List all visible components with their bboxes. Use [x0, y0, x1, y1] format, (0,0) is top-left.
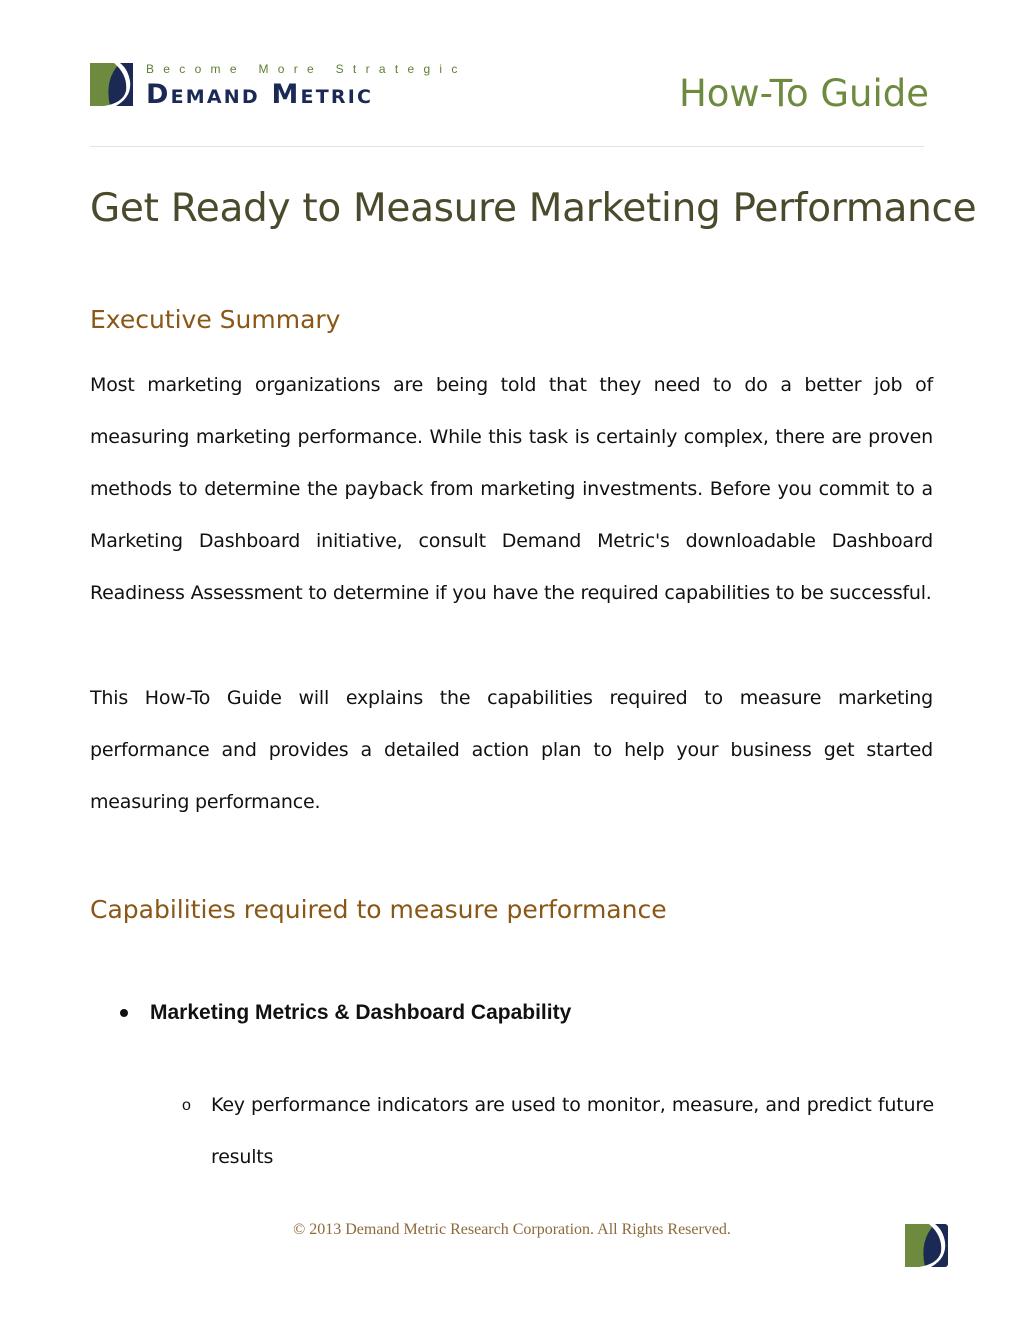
- summary-paragraph-2: This How-To Guide will explains the capabilities required to measure marketing performance and provides a detailed action plan to help your business get started measuring performance.: [90, 687, 933, 813]
- section-heading-executive-summary: Executive Summary: [90, 305, 341, 334]
- brand-logo: [90, 62, 490, 108]
- section-heading-capabilities: Capabilities required to measure performance: [90, 895, 667, 924]
- bullet-item: [120, 1001, 571, 1025]
- demand-metric-logo-icon: [90, 63, 133, 106]
- footer-copyright: © 2013 Demand Metric Research Corporation. All Rights Reserved.: [293, 1221, 731, 1238]
- footer-logo-icon: [905, 1224, 948, 1267]
- document-type-label: How-To Guide: [678, 72, 929, 115]
- bullet-marker: [120, 1009, 128, 1017]
- document-title: Get Ready to Measure Marketing Performance: [90, 186, 977, 231]
- brand-tagline: Become More Strategic: [146, 62, 467, 76]
- bullet-label: Marketing Metrics & Dashboard Capability: [150, 1001, 572, 1024]
- summary-paragraph-1: Most marketing organizations are being told that they need to do a better job of measuring marketing performance. While this task is certainly complex, there are proven methods to determine the payback from marketing investments. Before you commit to a Marketing Dashboard initiative, consult Demand Metric's downloadable Dashboard Readiness Assessment to determine if you have the required capabilities to be successful.: [90, 374, 933, 604]
- header-divider: [90, 146, 924, 147]
- sub-bullet-marker: o: [182, 1097, 191, 1114]
- sub-bullet-text: Key performance indicators are used to monitor, measure, and predict future results: [211, 1094, 934, 1168]
- brand-wordmark: Demand Metric: [146, 79, 374, 110]
